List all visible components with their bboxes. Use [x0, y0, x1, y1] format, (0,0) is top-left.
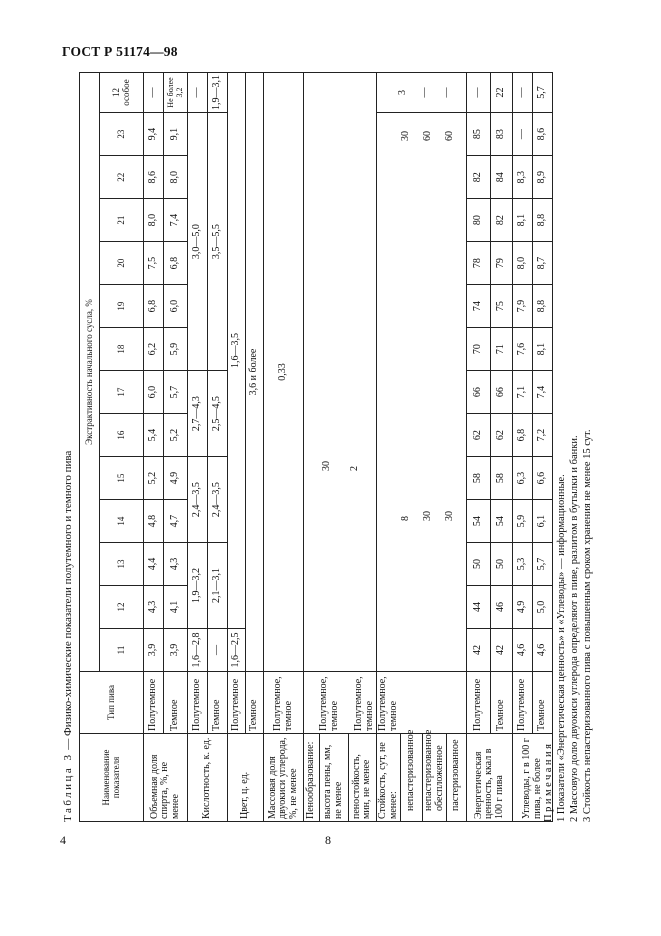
col-16: 16: [100, 414, 144, 457]
value-cell: 80: [467, 199, 491, 242]
note-3: 3 Стойкость непастеризованного пива с повышенным сроком хранения не менее 15 сут.: [582, 429, 594, 822]
type-cell: Полутемное: [228, 672, 246, 734]
col-header-type: Тип пива: [80, 672, 144, 734]
type-cell: Темное: [246, 672, 264, 734]
value-cell: 58: [491, 457, 513, 500]
value-cell: 4,6: [533, 629, 553, 672]
value-cell: 85: [467, 113, 491, 156]
col-22: 22: [100, 156, 144, 199]
value-cell: 30: [444, 511, 455, 521]
value-cell: 4,9: [513, 586, 533, 629]
value-cell: 2,1—3,1: [208, 543, 228, 629]
value-cell: 6,0: [144, 371, 164, 414]
value-cell: 5,3: [513, 543, 533, 586]
page-number-center: 8: [325, 833, 331, 847]
value-cell: 79: [491, 242, 513, 285]
value-cell: 7,1: [513, 371, 533, 414]
value-cell: 58: [467, 457, 491, 500]
col-header-name: Наименование показателя: [80, 734, 144, 822]
type-cell: Темное: [208, 672, 228, 734]
value-cell: 83: [491, 113, 513, 156]
value-cell: 5,9: [164, 328, 188, 371]
row-label-acidity: Кислотность, к. ед.: [188, 734, 228, 822]
value-cell: 8,1: [533, 328, 553, 371]
value-cell: 8,9: [533, 156, 553, 199]
type-cell: Темное: [533, 672, 553, 734]
value-cell: 8,6: [533, 113, 553, 156]
value-cell: 5,2: [164, 414, 188, 457]
value-cell: 42: [467, 629, 491, 672]
value-cell: 5,9: [513, 500, 533, 543]
value-cell: —: [513, 73, 533, 113]
value-cell: —: [513, 113, 533, 156]
page-number-left: 4: [60, 833, 66, 847]
value-cell: 50: [491, 543, 513, 586]
value-cell: 4,6: [513, 629, 533, 672]
value-cell: 2,5—4,5: [208, 371, 228, 457]
value-cell: 7,4: [533, 371, 553, 414]
row-label-co2: Массовая доля двуокиси углерода, %, не менее: [264, 734, 304, 822]
value-cell: 7,5: [144, 242, 164, 285]
value-cell: 50: [467, 543, 491, 586]
value-cell: 44: [467, 586, 491, 629]
value-cell: 9,4: [144, 113, 164, 156]
value-cell: —: [467, 73, 491, 113]
value-cell: 4,8: [144, 500, 164, 543]
row-label-stab-item: непастеризованное обеспложенное: [423, 734, 447, 822]
row-label-alcohol: Объемная доля спирта, %, не менее: [144, 734, 188, 822]
value-cell: 8,8: [533, 285, 553, 328]
physico-chemical-table: [79, 72, 553, 822]
value-cell: 71: [491, 328, 513, 371]
col-17: 17: [100, 371, 144, 414]
row-label-color: Цвет, ц. ед.: [228, 734, 264, 822]
value-cell: 4,4: [144, 543, 164, 586]
value-cell: 3,9: [164, 629, 188, 672]
value-cell: 2,4—3,5: [188, 457, 208, 543]
value-cell: 6,8: [164, 242, 188, 285]
value-cell: 75: [491, 285, 513, 328]
type-cell: Полутемное, темное: [377, 672, 467, 734]
value-cell: —: [208, 629, 228, 672]
value-cell: 7,4: [164, 199, 188, 242]
value-cell: —: [188, 73, 208, 113]
row-label-stability: Стойкость, сут, не менее:: [377, 734, 401, 822]
caption-prefix: Таблица 3: [62, 752, 74, 822]
value-cell: 30: [422, 511, 433, 521]
value-cell: 7,2: [533, 414, 553, 457]
value-cell: 74: [467, 285, 491, 328]
col-14: 14: [100, 500, 144, 543]
value-cell: 8,0: [513, 242, 533, 285]
document-header: ГОСТ Р 51174—98: [62, 44, 178, 59]
value-cell: 22: [491, 73, 513, 113]
value-cell: —: [144, 73, 164, 113]
type-cell: Полутемное: [513, 672, 533, 734]
note-2: 2 Массовую долю двуокиси углерода определяют в пиве, разлитом в бутылки и банки.: [569, 435, 581, 822]
value-cell: 7,9: [513, 285, 533, 328]
value-cell: 82: [467, 156, 491, 199]
type-cell: Полутемное, темное: [264, 672, 304, 734]
value-cell: 8,3: [513, 156, 533, 199]
row-label-foam: Пенообразование:: [304, 734, 320, 822]
value-cell: 42: [491, 629, 513, 672]
value-cell: 6,0: [164, 285, 188, 328]
col-20: 20: [100, 242, 144, 285]
special-stability: [377, 73, 467, 113]
col-12-special: 12 особое: [100, 73, 144, 113]
value-cell: 60: [422, 131, 433, 141]
value-cell: Не более 3,2: [164, 73, 188, 113]
value-cell: 66: [491, 371, 513, 414]
value-cell: 1,9—3,2: [188, 543, 208, 629]
value-cell: 5,7: [533, 73, 553, 113]
type-cell-foam: [304, 672, 377, 734]
row-label-carbs: Углеводы, г в 100 г пива, не более: [513, 734, 553, 822]
value-cell: 2: [349, 466, 360, 471]
col-11: 11: [100, 629, 144, 672]
value-cell: 8,0: [144, 199, 164, 242]
col-13: 13: [100, 543, 144, 586]
value-cell: 8,0: [164, 156, 188, 199]
value-cell: 54: [491, 500, 513, 543]
value-cell: 82: [491, 199, 513, 242]
value-cell: 8,6: [144, 156, 164, 199]
value-cell: 3,6 и более: [246, 73, 264, 672]
col-12: 12: [100, 586, 144, 629]
value-cell: 2,4—3,5: [208, 457, 228, 543]
stability-values: [377, 113, 467, 672]
row-label-stab-item: пастеризованное: [447, 734, 467, 822]
value-cell: —: [419, 87, 430, 98]
caption-text: — Физико-химические показатели полутемного и темного пива: [62, 450, 74, 753]
value-cell: 3,5—5,5: [208, 113, 228, 371]
type-cell: Темное: [164, 672, 188, 734]
foam-values: [304, 73, 377, 672]
value-cell: 78: [467, 242, 491, 285]
value-cell: 46: [491, 586, 513, 629]
value-cell: 6,6: [533, 457, 553, 500]
value-cell: 3,0—5,0: [188, 113, 208, 371]
col-header-extract: Экстрактивность начального сусла, %: [80, 73, 100, 672]
type-cell: Полутемное: [188, 672, 208, 734]
value-cell: 62: [491, 414, 513, 457]
value-cell: 4,3: [164, 543, 188, 586]
notes-heading: Примечания: [543, 741, 554, 822]
value-cell: 1,6—2,5: [228, 629, 246, 672]
value-cell: 3: [397, 90, 408, 96]
row-label-energy: Энергетическая ценность, ккал в 100 г пива: [467, 734, 513, 822]
value-cell: 62: [467, 414, 491, 457]
value-cell: 9,1: [164, 113, 188, 156]
value-cell: 0,33: [264, 73, 304, 672]
row-label-stab-item: непастеризованное: [401, 734, 423, 822]
value-cell: 1,6—3,5: [228, 73, 246, 629]
value-cell: 7,6: [513, 328, 533, 371]
value-cell: 5,7: [164, 371, 188, 414]
value-cell: 84: [491, 156, 513, 199]
value-cell: 4,9: [164, 457, 188, 500]
value-cell: 66: [467, 371, 491, 414]
type-text: Полутемное, темное: [353, 676, 375, 731]
row-label-foam-height: высота пены, мм, не менее: [320, 734, 348, 822]
value-cell: 5,0: [533, 586, 553, 629]
table-caption: [62, 451, 74, 822]
value-cell: 60: [444, 131, 455, 141]
value-cell: 30: [321, 461, 332, 471]
value-cell: 6,8: [144, 285, 164, 328]
value-cell: 8,7: [533, 242, 553, 285]
col-15: 15: [100, 457, 144, 500]
value-cell: 4,1: [164, 586, 188, 629]
type-cell: Темное: [491, 672, 513, 734]
value-cell: 54: [467, 500, 491, 543]
col-21: 21: [100, 199, 144, 242]
value-cell: 5,4: [144, 414, 164, 457]
row-label-foam-stability: пеностойкость, мин, не менее: [348, 734, 376, 822]
value-cell: 4,7: [164, 500, 188, 543]
rotated-table-frame: [62, 72, 602, 822]
value-cell: 8,1: [513, 199, 533, 242]
value-cell: 5,7: [533, 543, 553, 586]
value-cell: 2,7—4,3: [188, 371, 208, 457]
value-cell: 30: [400, 131, 411, 141]
type-text: Полутемное, темное: [318, 676, 340, 731]
value-cell: 8,8: [533, 199, 553, 242]
value-cell: 1,9—3,1: [208, 73, 228, 113]
col-18: 18: [100, 328, 144, 371]
col-23: 23: [100, 113, 144, 156]
value-cell: 6,1: [533, 500, 553, 543]
table-notes: [542, 430, 595, 822]
value-cell: —: [441, 87, 452, 98]
value-cell: 1,6—2,8: [188, 629, 208, 672]
value-cell: 6,8: [513, 414, 533, 457]
note-1: 1 Показатели «Энергетическая ценность» и «Углеводы» — информационные.: [556, 474, 568, 822]
value-cell: 5,2: [144, 457, 164, 500]
value-cell: 3,9: [144, 629, 164, 672]
type-cell: Полутемное: [467, 672, 491, 734]
type-cell: Полутемное: [144, 672, 164, 734]
value-cell: 4,3: [144, 586, 164, 629]
value-cell: 6,3: [513, 457, 533, 500]
value-cell: 70: [467, 328, 491, 371]
value-cell: 6,2: [144, 328, 164, 371]
value-cell: 8: [400, 516, 411, 521]
col-19: 19: [100, 285, 144, 328]
